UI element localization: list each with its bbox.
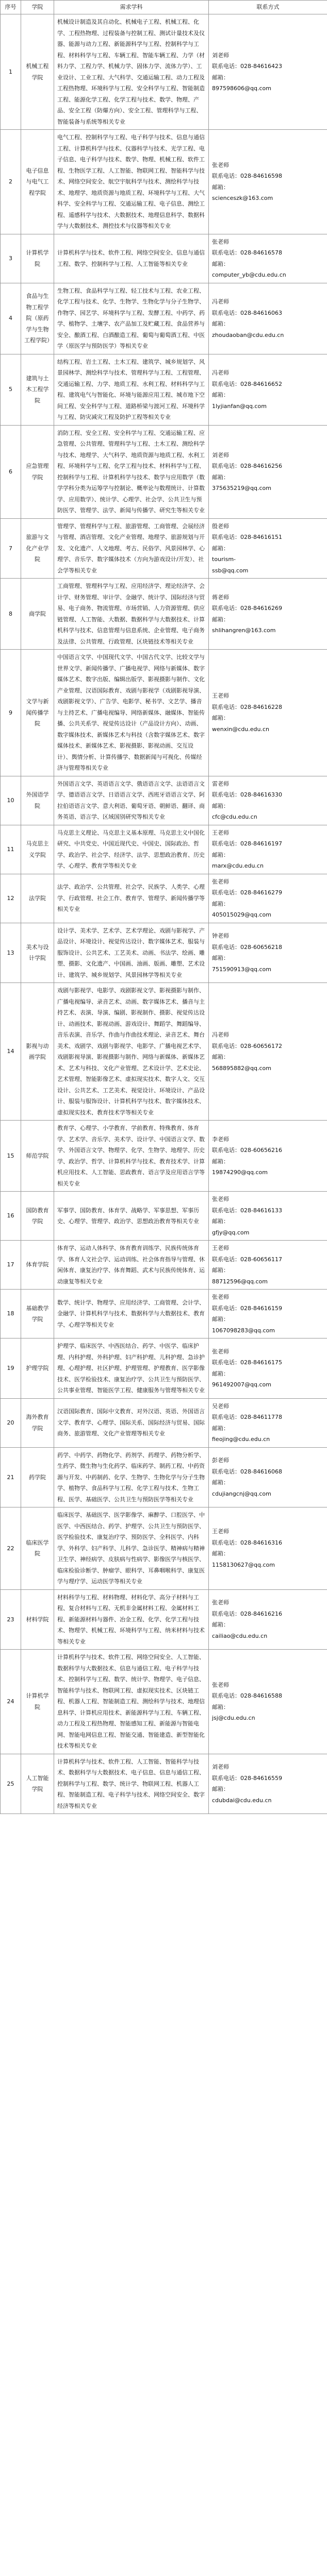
contact-line: 联系电话：028-84616216 xyxy=(212,1610,282,1617)
table-row xyxy=(1,234,327,283)
discipline-requirements: 护理学、临床医学、中西医结合、药学、中医学、临床护理、内科护理、外科护理、妇产科护理、儿科护理、急诊护理、心理护理、社区护理、护理管理、护理教育、医学影像技术、医学检验技术、康复治疗学、公共卫生与预防医学、公共事业管理、智能医学工程、健康服务与管理等相关专业 xyxy=(54,1338,209,1399)
college-name: 基础教学学院 xyxy=(21,1290,54,1338)
contact-line: cailiao@cdu.edu.cn xyxy=(212,1632,268,1639)
table-row xyxy=(1,1650,327,1754)
row-index: 15 xyxy=(1,1121,21,1192)
contact-line: 联系电话：028-60656216 xyxy=(212,1147,282,1154)
contact-info xyxy=(209,1589,327,1650)
contact-line: 张老师 xyxy=(212,1681,229,1688)
contact-line: 1158130627@qq.com xyxy=(212,1561,275,1568)
contact-info xyxy=(209,354,327,425)
discipline-requirements: 工商管理、管理科学与工程、应用经济学、理论经济学、会计学、财务管理、审计学、金融学、统计学、国际经济与贸易、电子商务、物流管理、市场营销、人力资源管理、供应链管理、人工智能、大数据、数据科学与大数据技术、计算机科学与技术、信息管理与信息系统、企业管理、电子商务及法律、公共管理、行政管理、区块链技术等相关专业 xyxy=(54,579,209,650)
row-index: 18 xyxy=(1,1290,21,1338)
contact-line: 751590913@qq.com xyxy=(212,965,271,973)
row-index: 20 xyxy=(1,1398,21,1447)
row-index: 8 xyxy=(1,579,21,650)
contact-line: 邮箱： xyxy=(212,1370,229,1377)
contact-info xyxy=(209,923,327,983)
contact-line: 1lyjianfan@qq.com xyxy=(212,402,267,410)
contact-line: 邮箱： xyxy=(212,320,229,327)
contact-info xyxy=(209,518,327,579)
row-index: 14 xyxy=(1,983,21,1121)
contact-info xyxy=(209,283,327,354)
contact-info xyxy=(209,1241,327,1290)
contact-line: jsj@cdu.edu.cn xyxy=(212,1715,255,1722)
contact-line: ssb@qq.com xyxy=(212,567,249,574)
discipline-requirements: 计算机科学与技术、软件工程、网络空间安全、信息与通信工程、数学、控制科学与工程、人工智能等相关专业 xyxy=(54,234,209,283)
contact-line: 邮箱： xyxy=(212,1267,229,1274)
row-index: 22 xyxy=(1,1507,21,1590)
contact-line: 联系电话：028-84616559 xyxy=(212,1774,282,1782)
college-name: 计算机学院 xyxy=(21,234,54,283)
contact-line: 邮箱： xyxy=(212,473,229,481)
table-row xyxy=(1,1447,327,1507)
contact-line: 联系电话：028-84616269 xyxy=(212,605,282,612)
contact-line: 联系电话：028-84616175 xyxy=(212,1359,282,1366)
discipline-requirements: 汉语国际教育、国际中文教育、对外汉语、英语、外国语言文学、教育学、心理学、国际关系、国际经济与贸易、国际商务、旅游管理、文化产业管理等相关专业 xyxy=(54,1398,209,1447)
contact-line: 联系电话：028-84616256 xyxy=(212,463,282,469)
contact-line: cdubdai@cdu.edu.cn xyxy=(212,1797,272,1804)
contact-line: zhoudaoban@cdu.edu.cn xyxy=(212,331,284,338)
college-name: 人工智能学院 xyxy=(21,1754,54,1814)
contact-line: 联系电话：028-84616330 xyxy=(212,791,282,798)
contact-line: 邮箱： xyxy=(212,1158,229,1165)
contact-line: 联系电话：028-84616133 xyxy=(212,1207,282,1214)
contact-line: scienceszk@163.com xyxy=(212,195,273,202)
contact-line: 张老师 xyxy=(212,878,229,885)
row-index: 25 xyxy=(1,1754,21,1814)
contact-info xyxy=(209,1754,327,1814)
contact-line: 375635219@qq.com xyxy=(212,485,271,492)
contact-line: 邮箱： xyxy=(212,616,229,623)
contact-line: 联系电话：028-84616598 xyxy=(212,173,282,180)
contact-info xyxy=(209,1447,327,1507)
college-name: 旅游与文化产业学院 xyxy=(21,518,54,579)
contact-line: 联系电话：028-60656172 xyxy=(212,1042,282,1049)
row-index: 3 xyxy=(1,234,21,283)
contact-line: 张老师 xyxy=(212,1294,229,1300)
contact-line: 568895882@qq.com xyxy=(212,1064,271,1072)
college-name: 文学与新闻传播学院 xyxy=(21,650,54,776)
row-index: 7 xyxy=(1,518,21,579)
table-row xyxy=(1,825,327,874)
contact-line: 邮箱： xyxy=(212,1054,229,1060)
table-row xyxy=(1,1290,327,1338)
contact-line: 联系电话：028-84616228 xyxy=(212,703,282,710)
contact-info xyxy=(209,650,327,776)
discipline-requirements: 教育学、心理学、小学教育、学前教育、特殊教育、体育学、艺术学、音乐学、美术学、设计学、中国语言文学、数学、外国语言文学、物理学、化学、生物学、地理学、历史学、政治学、哲学、计算机科学与技术、教育技术学、计算机应用技术、人工智能、思政教育、语言学及应用语言学等相关专业 xyxy=(54,1121,209,1192)
contact-info xyxy=(209,1192,327,1241)
contact-line: computer_yb@cdu.edu.cn xyxy=(212,272,286,278)
contact-line: 联系电话：028-84616578 xyxy=(212,249,282,256)
contact-line: 邮箱： xyxy=(212,1479,229,1486)
table-header-row xyxy=(1,1,327,14)
college-name: 外国语学院 xyxy=(21,776,54,825)
contact-line: fieojing@cdu.edu.cn xyxy=(212,1436,270,1443)
discipline-requirements: 材料科学与工程、材料物理、材料化学、高分子材料与工程、复合材料与工程、无机非金属材料工程、金属材料工程、新能源材料与器件、冶金工程、化学、化学工程与技术、物理学、机械工程、环境科学与工程、纳米材料与技术等相关专业 xyxy=(54,1589,209,1650)
contact-line: 联系电话：028-84616063 xyxy=(212,309,282,316)
contact-line: 联系电话：028-84616279 xyxy=(212,889,282,896)
row-index: 21 xyxy=(1,1447,21,1507)
contact-line: 联系电话：028-84616159 xyxy=(212,1304,282,1312)
contact-line: 刘老师 xyxy=(212,451,229,459)
contact-info xyxy=(209,825,327,874)
discipline-requirements: 中国语言文学、中国现代文学、中国古代文学、比较文学与世界文学、新闻传播学、广播电视学、网络与新媒体、数字媒体艺术、数字出版、编辑出版学、影视摄影与制作、文化产业管理、汉语国际教育、戏剧与影视学（戏剧影视导演、戏剧影视文学）、广告学、电影学、秘书学、文艺学、播音与主持艺术、广播电视编导、网络新媒体、融媒体、智能传播、公共关系学、视觉传达设计（产品设计方向）、动画、数字媒体技术、新媒体艺术与科技（含数字媒体艺术、数字媒体技术、新媒体艺术、影视摄影、影视动画、交互设计）、舆情分析、计算传播学、数据新闻与可视化、传媒经济与管理等相关专业 xyxy=(54,650,209,776)
contact-line: 邮箱： xyxy=(212,260,229,267)
college-name: 机械工程学院 xyxy=(21,14,54,130)
row-index: 12 xyxy=(1,874,21,923)
table-row xyxy=(1,1192,327,1241)
row-index: 13 xyxy=(1,923,21,983)
contact-line: 88712596@qq.com xyxy=(212,1278,268,1285)
row-index: 24 xyxy=(1,1650,21,1754)
table-body xyxy=(1,14,327,1814)
table-row xyxy=(1,1589,327,1650)
table-row xyxy=(1,1507,327,1590)
discipline-requirements: 消防工程、安全工程、安全科学与工程、交通运输工程、应急管理、公共管理、管理科学与工程、土木工程、测绘科学与技术、地理学、大气科学、地质资源与地质工程、水利工程、环境科学与工程、化学工程与技术、材料科学与工程、控制科学与工程、计算机科学与技术、数学与应用数学（数学学科分类为运筹学与控制论、概率论与数理统计、计算数学、应用数学）、统计学、心理学、社会学、公共卫生与预防医学、管理学、法学、新闻与传播学、研究生等相关专业 xyxy=(54,425,209,518)
contact-line: 405015029@qq.com xyxy=(212,911,271,918)
contact-line: 邮箱： xyxy=(212,851,229,858)
college-name: 计算机学院 xyxy=(21,1650,54,1754)
contact-line: 联系电话：028-84616316 xyxy=(212,1539,282,1546)
discipline-requirements: 计算机科学与技术、软件工程、人工智能、智能科学与技术、数据科学与大数据技术、电子信息、信息与通信工程、控制科学与工程、数学、统计学、物联网工程、机器人工程、智能制造工程、电子科学与技术、网络空间安全、数字经济等相关专业 xyxy=(54,1754,209,1814)
table-row xyxy=(1,130,327,234)
discipline-requirements: 马克思主义理论、马克思主义基本原理、马克思主义中国化研究、中共党史、中国近现代史、中国史、国际政治、哲学、政治学、社会学、经济学、法学、思想政治教育、历史学、心理学、教育学等相关专业 xyxy=(54,825,209,874)
contact-line: 邮箱： xyxy=(212,1621,229,1629)
college-name: 影视与动画学院 xyxy=(21,983,54,1121)
contact-line: cfc@cdu.edu.cn xyxy=(212,814,257,820)
contact-line: 王老师 xyxy=(212,829,229,836)
contact-line: 邮箱： xyxy=(212,955,229,962)
table-row xyxy=(1,1241,327,1290)
row-index: 5 xyxy=(1,354,21,425)
contact-line: 刘老师 xyxy=(212,52,229,59)
contact-info xyxy=(209,425,327,518)
contact-line: 联系电话：028-84616588 xyxy=(212,1692,282,1700)
header-discipline: 需求学科 xyxy=(54,1,209,14)
contact-line: 联系电话：028-84616197 xyxy=(212,840,282,847)
college-name: 临床医学院 xyxy=(21,1507,54,1590)
contact-line: 邮箱： xyxy=(212,1316,229,1323)
contact-info xyxy=(209,1290,327,1338)
contact-info xyxy=(209,130,327,234)
contact-line: 邮箱： xyxy=(212,392,229,398)
discipline-requirements: 军事学、国防教育、体育学、战略学、军事思想、军事历史、心理学、管理学、政治学、思想政治教育等相关专业 xyxy=(54,1192,209,1241)
table-row xyxy=(1,923,327,983)
contact-line: wenxin@cdu.edu.cn xyxy=(212,725,270,733)
contact-info xyxy=(209,776,327,825)
college-name: 海外教育学院 xyxy=(21,1398,54,1447)
contact-line: 1067098283@qq.com xyxy=(212,1327,275,1334)
contact-line: 张老师 xyxy=(212,238,229,245)
contact-line: 张老师 xyxy=(212,1196,229,1202)
table-row xyxy=(1,425,327,518)
contact-line: 邮箱： xyxy=(212,802,229,809)
contact-line: 李老师 xyxy=(212,1136,229,1143)
college-name: 食品与生物工程学院（原药学与生物工程学院） xyxy=(21,283,54,354)
row-index: 11 xyxy=(1,825,21,874)
contact-line: 联系电话：028-60656218 xyxy=(212,943,282,951)
row-index: 10 xyxy=(1,776,21,825)
contact-info xyxy=(209,1121,327,1192)
contact-info xyxy=(209,1650,327,1754)
contact-line: 联系电话：028-84616068 xyxy=(212,1468,282,1475)
table-row xyxy=(1,650,327,776)
contact-line: 张老师 xyxy=(212,161,229,168)
contact-line: 邮箱： xyxy=(212,1218,229,1225)
row-index: 23 xyxy=(1,1589,21,1650)
contact-line: 王老师 xyxy=(212,1528,229,1535)
header-college: 学院 xyxy=(21,1,54,14)
contact-line: 邮箱： xyxy=(212,715,229,722)
table-row xyxy=(1,874,327,923)
table-row xyxy=(1,1398,327,1447)
contact-info xyxy=(209,874,327,923)
discipline-requirements: 机械设计制造及其自动化、机械电子工程、机械工程、化学、工程热物理、过程装备与控制工程、测试计量技术及仪器、能源与动力工程、新能源科学与工程、控制科学与工程、材料科学与工程、车辆工程、智能车辆工程、力学（材料力学、工程力学、机械力学、固体力学、流体力学）、工业设计、工业工程、大气科学、交通运输工程、动力工程及工程热物理、环境科学与工程、安全科学与工程、智能制造工程、能源化学工程、化学工程与技术、数学、物理、产品、安全工程（防爆方向）、安全工程、管理科学与工程、智能装备与系统等相关专业 xyxy=(54,14,209,130)
college-name: 美术与设计学院 xyxy=(21,923,54,983)
contact-line: 邮箱： xyxy=(212,1703,229,1710)
row-index: 16 xyxy=(1,1192,21,1241)
table-row xyxy=(1,983,327,1121)
table-row xyxy=(1,579,327,650)
college-name: 药学院 xyxy=(21,1447,54,1507)
contact-line: 邮箱： xyxy=(212,183,229,191)
contact-line: 冯老师 xyxy=(212,298,229,305)
college-name: 国防教育学院 xyxy=(21,1192,54,1241)
discipline-requirements: 数学、统计学、物理学、应用经济学、工商管理、会计学、金融学、计算机科学与技术、数据科学与大数据技术、教育学、心理学等相关专业 xyxy=(54,1290,209,1338)
contact-line: 王老师 xyxy=(212,1245,229,1251)
college-name: 材料学院 xyxy=(21,1589,54,1650)
contact-line: tourism- xyxy=(212,556,236,563)
contact-line: 19874290@qq.com xyxy=(212,1169,268,1176)
table-row xyxy=(1,1121,327,1192)
header-index: 序号 xyxy=(1,1,21,14)
discipline-requirements: 药学、中药学、药物化学、药剂学、药理学、药物分析学、生药学、微生物与生化药学、临床药学、制药工程、中药资源与开发、中药制药、化学、生物学、生物化学与分子生物学、植物学、食品科学与工程、化学工程与技术、生物工程、医学、基础医学、公共卫生与预防医学等相关专业 xyxy=(54,1447,209,1507)
contact-line: 冯老师 xyxy=(212,1031,229,1038)
row-index: 9 xyxy=(1,650,21,776)
discipline-requirements: 管理学、管理科学与工程、旅游管理、工商管理、会展经济与管理、酒店管理、文化产业管理、地理学、旅游规划与开发、文化遗产、人文地理、考古、民俗学、风景园林学、心理学、音乐学、数字媒体技术（方向为游戏设计/开发）、社会学等相关专业 xyxy=(54,518,209,579)
contact-info xyxy=(209,983,327,1121)
college-name: 电子信息与电气工程学院 xyxy=(21,130,54,234)
header-contact: 联系方式 xyxy=(209,1,327,14)
table-row xyxy=(1,14,327,130)
contact-line: 邮箱： xyxy=(212,900,229,907)
table-row xyxy=(1,283,327,354)
contact-line: 冯老师 xyxy=(212,369,229,376)
discipline-requirements: 结构工程、岩土工程、土木工程、建筑学、城乡规划学、风景园林学、测绘科学与技术、管理科学与工程、工程管理、交通运输工程、力学、地质工程、水利工程、材料科学与工程、建筑电气与智能化、环境与能源应用工程、城市地下空间工程、安全科学与工程、道路桥梁与渡河工程、环境科学与工程、防灾减灾工程及防护工程等相关专业 xyxy=(54,354,209,425)
contact-line: 蒋老师 xyxy=(212,594,229,601)
contact-line: shlihangren@163.com xyxy=(212,627,276,634)
discipline-requirements: 电气工程、控制科学与工程、电子科学与技术、信息与通信工程、计算机科学与技术、仪器科学与技术、光学工程、电子信息、电子科学与技术、数学、物理、机械工程、软件工程、生物医学工程、人工智能、物联网工程、智能科学与技术、网络空间安全、航空宇航科学与技术、测绘科学与技术、地理学、地质资源与地质工程、环境科学与工程、大气科学、安全科学与工程、交通运输工程、电子信息、测绘工程、遥感科学与技术、大数据技术、地理信息科学、数据科学与大数据技术、测控技术与仪器等相关专业 xyxy=(54,130,209,234)
table-row xyxy=(1,776,327,825)
contact-line: 邮箱： xyxy=(212,1425,229,1432)
college-name: 体育学院 xyxy=(21,1241,54,1290)
discipline-requirements: 戏剧与影视学、电影学、戏剧影视文学、影视摄影与制作、广播电视编导、录音艺术、动画、数字媒体艺术、播音与主持艺术、表演、导演、编剧、影视制作、摄影、视觉传达设计、动画技术、影视动画、游戏设计、舞蹈学、舞蹈编导、音乐表演、音乐学、作曲与作曲技术理论、录音艺术、舞台美术、戏剧学、戏剧与影视学、电影学、广播电视艺术学、戏剧影视导演、影视摄影与制作、网络与新媒体、新媒体艺术、艺术与科技、文化产业管理、艺术设计学、艺术史论、艺术管理、智能影像艺术、虚拟现实技术、数字人文、交互设计、公共艺术、工艺美术、视觉设计、环境设计、产品设计、服装与服饰设计、计算机科学与技术、数字媒体技术、虚拟现实技术、教育技术学等相关专业 xyxy=(54,983,209,1121)
contact-line: marx@cdu.edu.cn xyxy=(212,862,264,869)
contact-line: 张老师 xyxy=(212,1599,229,1606)
contact-info xyxy=(209,1338,327,1399)
contact-line: gfjy@qq.com xyxy=(212,1229,250,1236)
college-name: 师范学院 xyxy=(21,1121,54,1192)
discipline-requirements: 计算机科学与技术、软件工程、网络空间安全、人工智能、数据科学与大数据技术、信息与通信工程、电子科学与技术、控制科学与工程、数学、统计学、物理学、电子信息、智能科学与技术、物联网工程、虚拟现实技术、区块链工程、机器人工程、智能制造工程、测绘科学与技术、地理信息科学、计算机应用技术、新能源科学与工程、车辆工程、动力工程及工程热物理、智能感知工程、新能源与智能电网、智能电网信息工程、智能交通、智能建造、新型智能化技术等相关专业 xyxy=(54,1650,209,1754)
contact-line: 邮箱： xyxy=(212,1550,229,1557)
discipline-requirements: 生物工程、食品科学与工程、轻工技术与工程、农业工程、化学工程与技术、化学、生物学、生物化学与分子生物学、作物学、园艺学、环境科学与工程、发酵工程、中药学、药学、植物学、土壤学、农产品加工及贮藏工程、食品营养与安全、酿酒工程、白酒酿造工程、葡萄与葡萄酒工程、中医学（原医学与预防医学）等相关专业 xyxy=(54,283,209,354)
contact-line: 联系电话：028-84616652 xyxy=(212,380,282,387)
contact-line: 邮箱： xyxy=(212,74,229,81)
contact-info xyxy=(209,234,327,283)
table-row xyxy=(1,518,327,579)
discipline-requirements: 临床医学、基础医学、医学影像学、麻醉学、口腔医学、中医学、中西医结合、药学、护理学、公共卫生与预防医学、医学检验技术、康复治疗学、预防医学、全科医学、内科学、外科学、妇产科学、儿科学、急诊医学、精神病与精神卫生学、神经病学、皮肤病与性病学、影像医学与核医学、临床检验诊断学、肿瘤学、眼科学、耳鼻咽喉科学、康复医学与理疗学、运动医学等相关专业 xyxy=(54,1507,209,1590)
contact-info xyxy=(209,1398,327,1447)
contact-line: 邮箱： xyxy=(212,1786,229,1793)
contact-line: 联系电话：028-84616423 xyxy=(212,63,282,70)
row-index: 2 xyxy=(1,130,21,234)
contact-line: 钟老师 xyxy=(212,933,229,940)
contact-info xyxy=(209,14,327,130)
contact-line: 张老师 xyxy=(212,1348,229,1355)
college-name: 法学院 xyxy=(21,874,54,923)
row-index: 6 xyxy=(1,425,21,518)
contact-line: 刘老师 xyxy=(212,1764,229,1771)
contact-line: 961492007@qq.com xyxy=(212,1381,271,1388)
college-name: 商学院 xyxy=(21,579,54,650)
discipline-requirements: 法学、政治学、公共管理、社会学、民族学、人类学、心理学、行政管理、社会工作、教育学、管理学、新闻传播学等相关专业 xyxy=(54,874,209,923)
contact-line: cdujiangcnj@qq.com xyxy=(212,1490,271,1497)
contact-line: 雷老师 xyxy=(212,780,229,787)
contact-line: 897598606@qq.com xyxy=(212,85,271,92)
row-index: 19 xyxy=(1,1338,21,1399)
table-row xyxy=(1,1338,327,1399)
college-name: 马克思主义学院 xyxy=(21,825,54,874)
college-name: 护理学院 xyxy=(21,1338,54,1399)
contact-line: 联系电话：028-60656117 xyxy=(212,1256,282,1263)
contact-line: 殷老师 xyxy=(212,522,229,530)
contact-line: 邮箱： xyxy=(212,545,229,552)
college-name: 建筑与土木工程学院 xyxy=(21,354,54,425)
discipline-requirements: 体育学、运动人体科学、体育教育训练学、民族传统体育学、体育人文社会学、运动训练、社会体育指导与管理、休闲体育、康复治疗学、体育舞蹈、武术与民族传统体育、运动康复等相关专业 xyxy=(54,1241,209,1290)
contact-line: 彭老师 xyxy=(212,1457,229,1464)
row-index: 1 xyxy=(1,14,21,130)
discipline-requirements: 外国语言文学、英语语言文学、俄语语言文学、法语语言文学、德语语言文学、日语语言文学、西班牙语语言文学、阿拉伯语语言文学、意大利语、葡萄牙语、朝鲜语、翻译、商务英语、语言学、区域国别研究等相关专业 xyxy=(54,776,209,825)
contact-info xyxy=(209,1507,327,1590)
row-index: 4 xyxy=(1,283,21,354)
contact-line: 吴老师 xyxy=(212,1402,229,1410)
table-row xyxy=(1,1754,327,1814)
college-name: 应急管理学院 xyxy=(21,425,54,518)
contact-info xyxy=(209,579,327,650)
discipline-requirements: 设计学、美术学、艺术学、艺术学理论、戏剧与影视学、产品设计、环境设计、视觉传达设计、数字媒体艺术、服装与服饰设计、公共艺术、工艺美术、动画、书法学、绘画、雕塑、摄影、文化遗产、中国画、油画、版画、雕塑、艺术设计、建筑学、城乡规划学、风景园林学等相关专业 xyxy=(54,923,209,983)
row-index: 17 xyxy=(1,1241,21,1290)
contact-line: 联系电话：028-84616151 xyxy=(212,534,282,540)
contact-line: 王老师 xyxy=(212,692,229,700)
contact-line: 联系电话：028-84611778 xyxy=(212,1414,282,1420)
table-row xyxy=(1,354,327,425)
